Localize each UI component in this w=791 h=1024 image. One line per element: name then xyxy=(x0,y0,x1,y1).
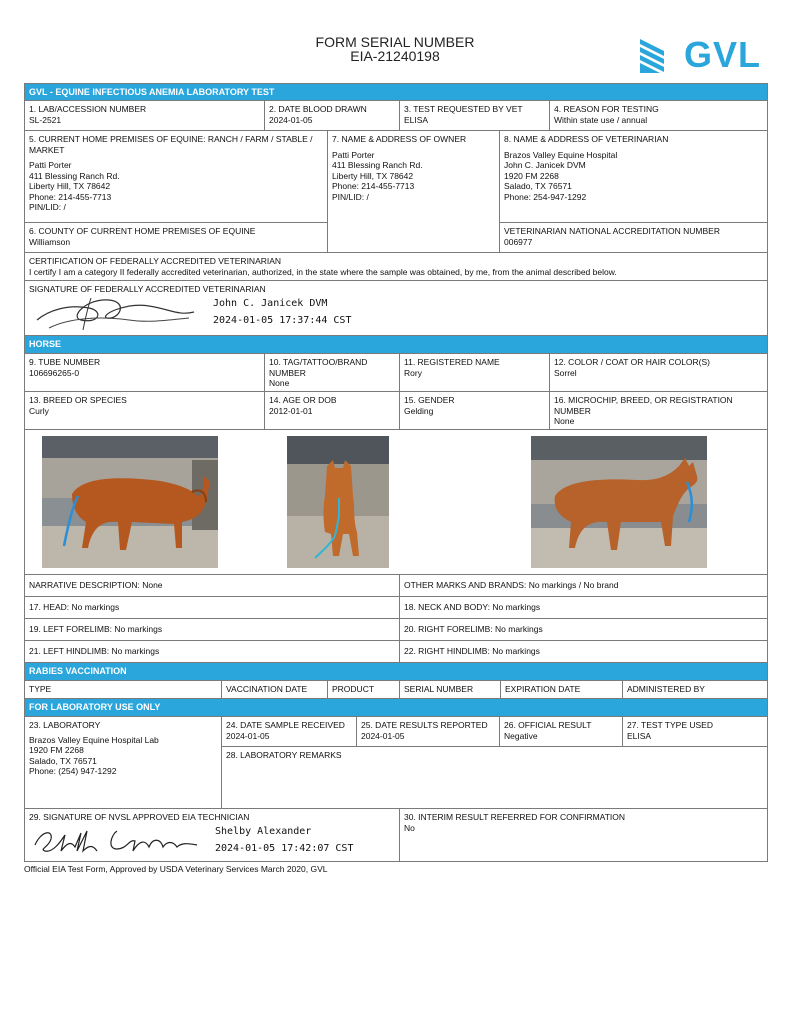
gvl-logo-text: GVL xyxy=(684,34,762,75)
rabies-col-type: TYPE xyxy=(25,681,222,698)
certification-text: I certify I am a category II federally accredited veterinarian, authorized, in the state where the sample was obtained, by me, from the animal described below. xyxy=(29,266,617,277)
rabies-header-row xyxy=(25,681,768,699)
county-cell xyxy=(25,223,328,252)
official-result-label: 26. OFFICIAL RESULT xyxy=(504,720,592,730)
accreditation-cell xyxy=(500,223,768,252)
form-title-bar: GVL - EQUINE INFECTIOUS ANEMIA LABORATORY TEST xyxy=(25,83,768,101)
gender-label: 15. GENDER xyxy=(404,395,455,405)
form-serial-title xyxy=(270,35,520,63)
vet-signature-timestamp: 2024-01-05 17:37:44 CST xyxy=(213,315,352,326)
vet-signature-name: John C. Janicek DVM xyxy=(213,298,328,309)
left-forelimb-label: 19. LEFT FORELIMB: xyxy=(29,624,112,634)
registered-name-label: 11. REGISTERED NAME xyxy=(404,357,500,367)
laboratory-line: Salado, TX 76571 xyxy=(29,755,97,766)
laboratory-label: 23. LABORATORY xyxy=(29,720,101,730)
tube-number-cell xyxy=(25,354,265,391)
head-cell xyxy=(25,597,400,618)
vet-signature-row xyxy=(25,281,768,336)
owner-line: 411 Blessing Ranch Rd. xyxy=(332,160,423,170)
certification-row xyxy=(25,253,768,281)
date-drawn-cell xyxy=(265,101,400,130)
owner-line: Patti Porter xyxy=(332,149,375,160)
right-hindlimb-cell xyxy=(400,641,768,662)
test-type-label: 27. TEST TYPE USED xyxy=(627,720,713,730)
veterinarian-label: 8. NAME & ADDRESS OF VETERINARIAN xyxy=(504,134,669,144)
date-drawn-value: 2024-01-05 xyxy=(269,114,313,125)
owner-line: Phone: 214-455-7713 xyxy=(332,181,415,191)
other-marks-cell xyxy=(400,575,768,596)
serial-title-line1: FORM SERIAL NUMBER xyxy=(315,34,475,50)
neck-body-cell xyxy=(400,597,768,618)
horse-photo-left-side xyxy=(42,436,218,568)
left-forelimb-value: No markings xyxy=(114,624,163,634)
head-neck-row xyxy=(25,597,768,619)
technician-handwritten-signature xyxy=(31,821,201,857)
registered-name-cell xyxy=(400,354,550,391)
breed-value: Curly xyxy=(29,405,49,416)
technician-row xyxy=(25,809,768,862)
rabies-col-serial-number: SERIAL NUMBER xyxy=(400,681,501,698)
date-reported-value: 2024-01-05 xyxy=(361,730,405,741)
rabies-col-administered-by: ADMINISTERED BY xyxy=(623,681,768,698)
horse-row-1 xyxy=(25,354,768,392)
right-hindlimb-label: 22. RIGHT HINDLIMB: xyxy=(404,646,490,656)
parties-block xyxy=(25,131,768,253)
premises-line: Patti Porter xyxy=(29,160,72,170)
owner-cell xyxy=(328,131,500,252)
premises-label: 5. CURRENT HOME PREMISES OF EQUINE: RANCH / FARM / STABLE / MARKET xyxy=(29,134,313,155)
vet-signature-cell xyxy=(25,281,768,335)
left-forelimb-cell xyxy=(25,619,400,640)
lab-remarks-cell xyxy=(222,747,768,808)
serial-number: EIA-21240198 xyxy=(350,48,440,64)
premises-line: Liberty Hill, TX 78642 xyxy=(29,181,111,191)
forelimb-row xyxy=(25,619,768,641)
veterinarian-line: John C. Janicek DVM xyxy=(504,160,586,170)
horse-photo-right-side xyxy=(531,436,707,568)
veterinarian-line: 1920 FM 2268 xyxy=(504,170,559,181)
vet-signature-label: SIGNATURE OF FEDERALLY ACCREDITED VETERINARIAN xyxy=(29,284,266,294)
lab-remarks-label: 28. LABORATORY REMARKS xyxy=(226,750,342,760)
tag-number-cell xyxy=(265,354,400,391)
hindlimb-row xyxy=(25,641,768,663)
laboratory-line: Phone: (254) 947-1292 xyxy=(29,766,117,776)
official-result-cell xyxy=(500,717,623,747)
reason-cell xyxy=(550,101,768,130)
technician-signature-label: 29. SIGNATURE OF NVSL APPROVED EIA TECHNICIAN xyxy=(29,812,250,822)
owner-line: Liberty Hill, TX 78642 xyxy=(332,170,414,181)
tube-number-value: 106696265-0 xyxy=(29,367,80,378)
gender-cell xyxy=(400,392,550,429)
horse-photo-front xyxy=(287,436,389,568)
rabies-col-product: PRODUCT xyxy=(328,681,400,698)
head-value: No markings xyxy=(71,602,120,612)
veterinarian-line: Brazos Valley Equine Hospital xyxy=(504,149,618,160)
laboratory-cell xyxy=(25,717,222,808)
other-marks-value: No markings / No brand xyxy=(528,580,619,590)
technician-name: Shelby Alexander xyxy=(215,826,312,837)
technician-signature-cell xyxy=(25,809,400,861)
gvl-logo xyxy=(638,34,770,77)
laboratory-line: Brazos Valley Equine Hospital Lab xyxy=(29,734,159,745)
age-value: 2012-01-01 xyxy=(269,405,313,416)
head-label: 17. HEAD: xyxy=(29,602,70,612)
form-header xyxy=(0,0,791,84)
veterinarian-cell xyxy=(500,131,768,223)
certification-cell xyxy=(25,253,768,280)
microchip-label: 16. MICROCHIP, BREED, OR REGISTRATION NUMBER xyxy=(554,395,733,416)
laboratory-line: 1920 FM 2268 xyxy=(29,745,84,755)
rabies-col-vaccination-date: VACCINATION DATE xyxy=(222,681,328,698)
rabies-col-expiration-date: EXPIRATION DATE xyxy=(501,681,623,698)
left-hindlimb-label: 21. LEFT HINDLIMB: xyxy=(29,646,110,656)
reason-label: 4. REASON FOR TESTING xyxy=(554,104,659,114)
color-label: 12. COLOR / COAT OR HAIR COLOR(S) xyxy=(554,357,711,367)
narrative-label: NARRATIVE DESCRIPTION: xyxy=(29,580,140,590)
horse-photos-cell xyxy=(25,430,768,574)
horse-photos-row xyxy=(25,430,768,575)
neck-body-value: No markings xyxy=(492,602,541,612)
age-cell xyxy=(265,392,400,429)
row-basic-info xyxy=(25,101,768,131)
date-reported-cell xyxy=(357,717,500,747)
age-label: 14. AGE OR DOB xyxy=(269,395,337,405)
date-drawn-label: 2. DATE BLOOD DRAWN xyxy=(269,104,367,114)
date-received-cell xyxy=(222,717,357,747)
owner-line: PIN/LID: / xyxy=(332,191,369,202)
narrative-cell xyxy=(25,575,400,596)
tag-number-label: 10. TAG/TATTOO/BRAND NUMBER xyxy=(269,357,368,378)
microchip-cell xyxy=(550,392,768,429)
other-marks-label: OTHER MARKS AND BRANDS: xyxy=(404,580,527,590)
veterinarian-line: Phone: 254-947-1292 xyxy=(504,191,587,202)
accreditation-value: 006977 xyxy=(504,236,533,247)
tube-number-label: 9. TUBE NUMBER xyxy=(29,357,101,367)
color-cell xyxy=(550,354,768,391)
left-hindlimb-cell xyxy=(25,641,400,662)
premises-line: 411 Blessing Ranch Rd. xyxy=(29,170,120,181)
county-value: Williamson xyxy=(29,236,71,247)
date-reported-label: 25. DATE RESULTS REPORTED xyxy=(361,720,488,730)
eia-form xyxy=(24,83,768,862)
gvl-logo-icon xyxy=(638,37,682,77)
county-label: 6. COUNTY OF CURRENT HOME PREMISES OF EQUINE xyxy=(29,226,256,236)
gender-value: Gelding xyxy=(404,405,434,416)
lab-accession-value: SL-2521 xyxy=(29,114,62,125)
horse-row-2 xyxy=(25,392,768,430)
microchip-value: None xyxy=(554,416,575,426)
left-hindlimb-value: No markings xyxy=(111,646,160,656)
rabies-section-bar: RABIES VACCINATION xyxy=(25,663,768,681)
technician-timestamp: 2024-01-05 17:42:07 CST xyxy=(215,843,354,854)
right-forelimb-label: 20. RIGHT FORELIMB: xyxy=(404,624,493,634)
color-value: Sorrel xyxy=(554,367,577,378)
lab-section-bar: FOR LABORATORY USE ONLY xyxy=(25,699,768,717)
premises-line: PIN/LID: / xyxy=(29,202,66,212)
narrative-row xyxy=(25,575,768,597)
vet-handwritten-signature xyxy=(29,290,199,332)
tag-number-value: None xyxy=(269,378,290,388)
official-result-value: Negative xyxy=(504,730,538,741)
neck-body-label: 18. NECK AND BODY: xyxy=(404,602,490,612)
date-received-value: 2024-01-05 xyxy=(226,730,270,741)
date-received-label: 24. DATE SAMPLE RECEIVED xyxy=(226,720,345,730)
horse-section-bar: HORSE xyxy=(25,336,768,354)
lab-accession-cell xyxy=(25,101,265,130)
right-hindlimb-value: No markings xyxy=(492,646,540,656)
veterinarian-line: Salado, TX 76571 xyxy=(504,181,572,191)
certification-label: CERTIFICATION OF FEDERALLY ACCREDITED VETERINARIAN xyxy=(29,256,282,266)
test-requested-value: ELISA xyxy=(404,114,429,125)
test-requested-cell xyxy=(400,101,550,130)
premises-cell xyxy=(25,131,328,223)
premises-line: Phone: 214-455-7713 xyxy=(29,191,112,202)
narrative-value: None xyxy=(142,580,163,590)
breed-cell xyxy=(25,392,265,429)
owner-label: 7. NAME & ADDRESS OF OWNER xyxy=(332,134,467,144)
test-type-cell xyxy=(623,717,768,747)
accreditation-label: VETERINARIAN NATIONAL ACCREDITATION NUMBER xyxy=(504,226,720,236)
right-forelimb-value: No markings xyxy=(495,624,543,634)
interim-result-cell xyxy=(400,809,768,861)
test-type-value: ELISA xyxy=(627,730,652,741)
lab-block xyxy=(25,717,768,809)
test-requested-label: 3. TEST REQUESTED BY VET xyxy=(404,104,523,114)
right-forelimb-cell xyxy=(400,619,768,640)
interim-result-label: 30. INTERIM RESULT REFERRED FOR CONFIRMATION xyxy=(404,812,626,822)
lab-accession-label: 1. LAB/ACCESSION NUMBER xyxy=(29,104,147,114)
interim-result-value: No xyxy=(404,822,415,833)
reason-value: Within state use / annual xyxy=(554,114,648,125)
breed-label: 13. BREED OR SPECIES xyxy=(29,395,127,405)
registered-name-value: Rory xyxy=(404,367,422,378)
form-footer: Official EIA Test Form, Approved by USDA Veterinary Services March 2020, GVL xyxy=(24,864,328,874)
